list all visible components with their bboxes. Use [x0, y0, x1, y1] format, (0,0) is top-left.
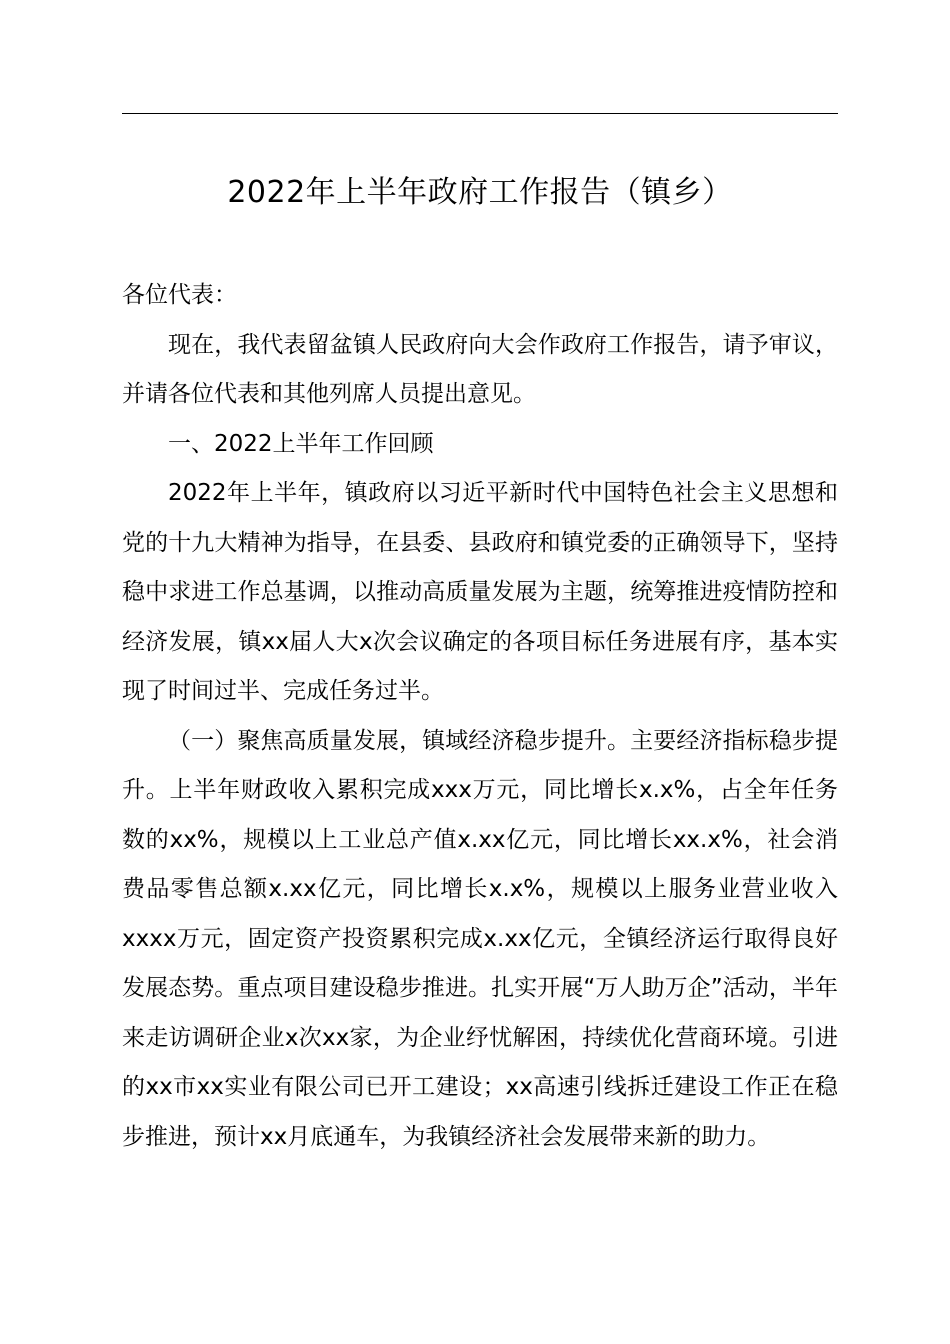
document-body: [122, 271, 838, 1162]
header-rule: [122, 113, 838, 114]
salutation: 各位代表：: [122, 282, 237, 308]
paragraph-economy: （一）聚焦高质量发展，镇域经济稳步提升。主要经济指标稳步提升。上半年财政收入累积完成xxx万元，同比增长x.x%，占全年任务数的xx%，规模以上工业总产值x.xx亿元，同比增长xx.x%，社会消费品零售总额x.xx亿元，同比增长x.x%，规模以上服务业营业收入xxxx万元，固定资产投资累积完成x.xx亿元，全镇经济运行取得良好发展态势。重点项目建设稳步推进。扎实开展“万人助万企”活动，半年来走访调研企业x次xx家，为企业纾忧解困，持续优化营商环境。引进的xx市xx实业有限公司已开工建设；xx高速引线拆迁建设工作正在稳步推进，预计xx月底通车，为我镇经济社会发展带来新的助力。: [122, 727, 838, 1150]
section-heading: 一、2022上半年工作回顾: [168, 430, 434, 457]
document-title: 2022年上半年政府工作报告（镇乡）: [227, 175, 733, 210]
paragraph-intro: 现在，我代表留盆镇人民政府向大会作政府工作报告，请予审议，并请各位代表和其他列席人员提出意见。: [122, 331, 838, 407]
paragraph-review: 2022年上半年，镇政府以习近平新时代中国特色社会主义思想和党的十九大精神为指导，在县委、县政府和镇党委的正确领导下，坚持稳中求进工作总基调，以推动高质量发展为主题，统筹推进疫情防控和经济发展，镇xx届人大x次会议确定的各项目标任务进展有序，基本实现了时间过半、完成任务过半。: [122, 480, 838, 704]
